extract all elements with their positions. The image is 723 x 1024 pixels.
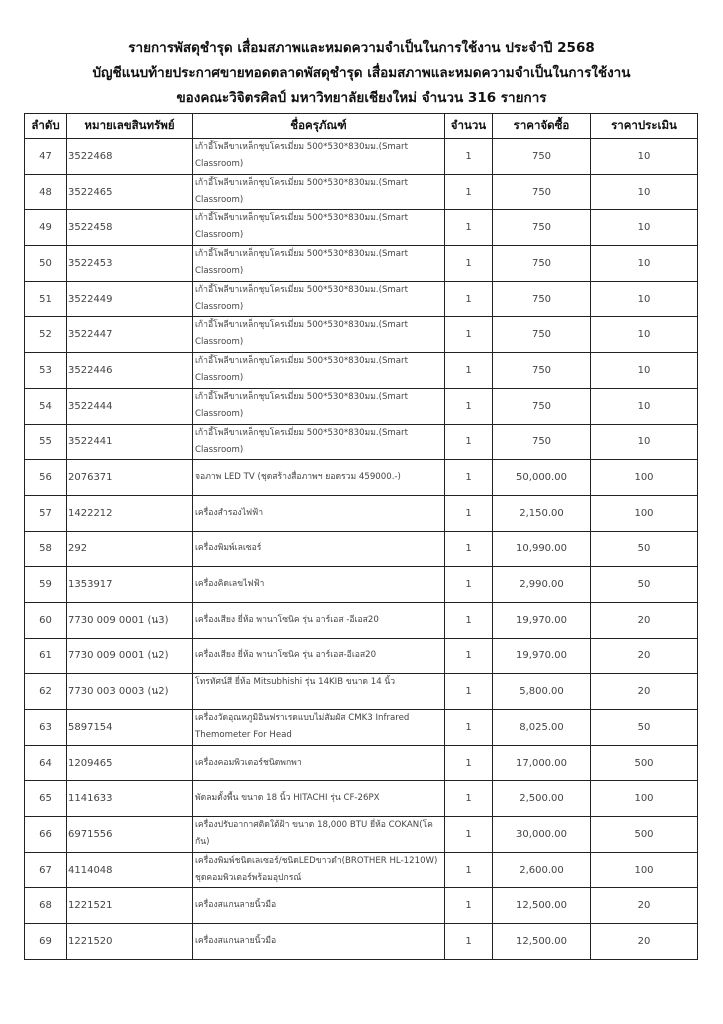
quantity: 1: [445, 567, 493, 603]
quantity: 1: [445, 745, 493, 781]
appraised-price: 100: [591, 495, 698, 531]
table-row: [25, 353, 698, 389]
asset-id: 3522444: [67, 388, 193, 424]
asset-id: 1353917: [67, 567, 193, 603]
quantity: 1: [445, 924, 493, 960]
item-name: เครื่องวัดอุณหภูมิอินฟราเรดแบบไม่สัมผัส CMK3 Infrared Themometer For Head: [193, 710, 445, 746]
item-name: เครื่องคิดเลขไฟฟ้า: [193, 567, 445, 603]
asset-id: 292: [67, 531, 193, 567]
table-row: [25, 281, 698, 317]
table-row: [25, 246, 698, 282]
item-name: โทรทัศน์สี ยี่ห้อ Mitsubhishi รุ่น 14KIB ขนาด 14 นิ้ว: [193, 674, 445, 710]
purchase-price: 17,000.00: [493, 745, 591, 781]
asset-id: 7730 009 0001 (น2): [67, 638, 193, 674]
quantity: 1: [445, 674, 493, 710]
asset-id: 1221520: [67, 924, 193, 960]
asset-table: [24, 113, 698, 960]
table-row: [25, 817, 698, 853]
quantity: 1: [445, 353, 493, 389]
quantity: 1: [445, 852, 493, 888]
row-number: 67: [25, 852, 67, 888]
appraised-price: 20: [591, 674, 698, 710]
header-price: ราคาจัดซื้อ: [493, 114, 591, 139]
item-name: เก้าอี้โพลีขาเหล็กชุบโครเมี่ยม 500*530*830มม.(Smart Classroom): [193, 353, 445, 389]
appraised-price: 50: [591, 531, 698, 567]
row-number: 54: [25, 388, 67, 424]
asset-id: 1221521: [67, 888, 193, 924]
asset-id: 3522446: [67, 353, 193, 389]
table-row: [25, 317, 698, 353]
appraised-price: 10: [591, 281, 698, 317]
quantity: 1: [445, 281, 493, 317]
purchase-price: 750: [493, 353, 591, 389]
row-number: 64: [25, 745, 67, 781]
item-name: เครื่องปรับอากาศติดใต้ฝ้า ขนาด 18,000 BTU ยี่ห้อ COKAN(โคกัน): [193, 817, 445, 853]
appraised-price: 100: [591, 781, 698, 817]
purchase-price: 750: [493, 281, 591, 317]
table-row: [25, 388, 698, 424]
appraised-price: 20: [591, 888, 698, 924]
asset-id: 7730 003 0003 (น2): [67, 674, 193, 710]
asset-id: 3522447: [67, 317, 193, 353]
table-row: [25, 745, 698, 781]
purchase-price: 2,990.00: [493, 567, 591, 603]
item-name: เก้าอี้โพลีขาเหล็กชุบโครเมี่ยม 500*530*830มม.(Smart Classroom): [193, 174, 445, 210]
appraised-price: 20: [591, 924, 698, 960]
row-number: 68: [25, 888, 67, 924]
quantity: 1: [445, 460, 493, 496]
table-row: [25, 674, 698, 710]
item-name: เครื่องเสียง ยี่ห้อ พานาโซนิค รุ่น อาร์เอส -อีเอส20: [193, 602, 445, 638]
purchase-price: 12,500.00: [493, 924, 591, 960]
row-number: 60: [25, 602, 67, 638]
quantity: 1: [445, 710, 493, 746]
appraised-price: 10: [591, 139, 698, 175]
row-number: 53: [25, 353, 67, 389]
table-row: [25, 174, 698, 210]
appraised-price: 500: [591, 745, 698, 781]
item-name: เก้าอี้โพลีขาเหล็กชุบโครเมี่ยม 500*530*830มม.(Smart Classroom): [193, 317, 445, 353]
row-number: 51: [25, 281, 67, 317]
asset-id: 3522441: [67, 424, 193, 460]
asset-id: 3522449: [67, 281, 193, 317]
document-subtitle: บัญชีแนบท้ายประกาศขายทอดตลาดพัสดุชำรุด เสื่อมสภาพและหมดความจำเป็นในการใช้งาน: [92, 65, 631, 81]
item-name: เครื่องพิมพ์เลเซอร์: [193, 531, 445, 567]
purchase-price: 750: [493, 317, 591, 353]
item-name: เครื่องพิมพ์ชนิดเลเซอร์/ชนิดLEDขาวดำ(BROTHER HL-1210W) ชุดคอมพิวเตอร์พร้อมอุปกรณ์: [193, 852, 445, 888]
appraised-price: 10: [591, 174, 698, 210]
asset-id: 6971556: [67, 817, 193, 853]
purchase-price: 750: [493, 174, 591, 210]
quantity: 1: [445, 424, 493, 460]
table-row: [25, 852, 698, 888]
asset-id: 3522453: [67, 246, 193, 282]
purchase-price: 2,600.00: [493, 852, 591, 888]
item-name: เครื่องสำรองไฟฟ้า: [193, 495, 445, 531]
appraised-price: 100: [591, 460, 698, 496]
item-name: เครื่องเสียง ยี่ห้อ พานาโซนิค รุ่น อาร์เอส-อีเอส20: [193, 638, 445, 674]
header-qty: จำนวน: [445, 114, 493, 139]
table-row: [25, 495, 698, 531]
asset-id: 1209465: [67, 745, 193, 781]
table-row: [25, 139, 698, 175]
row-number: 49: [25, 210, 67, 246]
row-number: 58: [25, 531, 67, 567]
header-name: ชื่อครุภัณฑ์: [193, 114, 445, 139]
header-asset-id: หมายเลขสินทรัพย์: [67, 114, 193, 139]
quantity: 1: [445, 210, 493, 246]
asset-id: 3522458: [67, 210, 193, 246]
appraised-price: 10: [591, 424, 698, 460]
table-row: [25, 531, 698, 567]
table-row: [25, 602, 698, 638]
appraised-price: 10: [591, 317, 698, 353]
appraised-price: 10: [591, 388, 698, 424]
document-title-block: [0, 36, 723, 111]
purchase-price: 19,970.00: [493, 638, 591, 674]
quantity: 1: [445, 638, 493, 674]
table-row: [25, 210, 698, 246]
appraised-price: 50: [591, 710, 698, 746]
asset-id: 1422212: [67, 495, 193, 531]
table-row: [25, 567, 698, 603]
purchase-price: 750: [493, 210, 591, 246]
item-name: พัดลมตั้งพื้น ขนาด 18 นิ้ว HITACHI รุ่น CF-26PX: [193, 781, 445, 817]
table-row: [25, 710, 698, 746]
row-number: 65: [25, 781, 67, 817]
purchase-price: 750: [493, 139, 591, 175]
row-number: 66: [25, 817, 67, 853]
purchase-price: 19,970.00: [493, 602, 591, 638]
purchase-price: 2,500.00: [493, 781, 591, 817]
row-number: 50: [25, 246, 67, 282]
asset-id: 3522465: [67, 174, 193, 210]
appraised-price: 100: [591, 852, 698, 888]
item-name: จอภาพ LED TV (ชุดสร้างสื่อภาพฯ ยอดรวม 459000.-): [193, 460, 445, 496]
row-number: 56: [25, 460, 67, 496]
table-row: [25, 460, 698, 496]
table-row: [25, 424, 698, 460]
item-name: เก้าอี้โพลีขาเหล็กชุบโครเมี่ยม 500*530*830มม.(Smart Classroom): [193, 139, 445, 175]
table-row: [25, 781, 698, 817]
appraised-price: 500: [591, 817, 698, 853]
item-name: เครื่องคอมพิวเตอร์ชนิดพกพา: [193, 745, 445, 781]
quantity: 1: [445, 531, 493, 567]
table-header-row: [25, 114, 698, 139]
row-number: 52: [25, 317, 67, 353]
item-name: เก้าอี้โพลีขาเหล็กชุบโครเมี่ยม 500*530*830มม.(Smart Classroom): [193, 246, 445, 282]
quantity: 1: [445, 495, 493, 531]
row-number: 69: [25, 924, 67, 960]
row-number: 62: [25, 674, 67, 710]
quantity: 1: [445, 888, 493, 924]
row-number: 63: [25, 710, 67, 746]
quantity: 1: [445, 317, 493, 353]
purchase-price: 30,000.00: [493, 817, 591, 853]
appraised-price: 50: [591, 567, 698, 603]
asset-id: 4114048: [67, 852, 193, 888]
row-number: 47: [25, 139, 67, 175]
quantity: 1: [445, 388, 493, 424]
appraised-price: 10: [591, 353, 698, 389]
item-name: เก้าอี้โพลีขาเหล็กชุบโครเมี่ยม 500*530*830มม.(Smart Classroom): [193, 281, 445, 317]
quantity: 1: [445, 817, 493, 853]
appraised-price: 20: [591, 638, 698, 674]
table-row: [25, 924, 698, 960]
quantity: 1: [445, 602, 493, 638]
table-row: [25, 638, 698, 674]
document-title: รายการพัสดุชำรุด เสื่อมสภาพและหมดความจำเป็นในการใช้งาน ประจำปี 2568: [128, 40, 595, 56]
item-name: เครื่องสแกนลายนิ้วมือ: [193, 924, 445, 960]
quantity: 1: [445, 174, 493, 210]
row-number: 57: [25, 495, 67, 531]
appraised-price: 10: [591, 246, 698, 282]
appraised-price: 10: [591, 210, 698, 246]
item-name: เก้าอี้โพลีขาเหล็กชุบโครเมี่ยม 500*530*830มม.(Smart Classroom): [193, 210, 445, 246]
table-row: [25, 888, 698, 924]
purchase-price: 50,000.00: [493, 460, 591, 496]
row-number: 59: [25, 567, 67, 603]
asset-id: 1141633: [67, 781, 193, 817]
asset-id: 5897154: [67, 710, 193, 746]
appraised-price: 20: [591, 602, 698, 638]
item-name: เก้าอี้โพลีขาเหล็กชุบโครเมี่ยม 500*530*830มม.(Smart Classroom): [193, 424, 445, 460]
purchase-price: 750: [493, 424, 591, 460]
quantity: 1: [445, 781, 493, 817]
purchase-price: 10,990.00: [493, 531, 591, 567]
purchase-price: 2,150.00: [493, 495, 591, 531]
asset-id: 2076371: [67, 460, 193, 496]
document-subtitle-2: ของคณะวิจิตรศิลป์ มหาวิทยาลัยเชียงใหม่ จำนวน 316 รายการ: [176, 90, 547, 106]
item-name: เก้าอี้โพลีขาเหล็กชุบโครเมี่ยม 500*530*830มม.(Smart Classroom): [193, 388, 445, 424]
row-number: 61: [25, 638, 67, 674]
row-number: 55: [25, 424, 67, 460]
purchase-price: 8,025.00: [493, 710, 591, 746]
purchase-price: 750: [493, 388, 591, 424]
purchase-price: 5,800.00: [493, 674, 591, 710]
row-number: 48: [25, 174, 67, 210]
purchase-price: 12,500.00: [493, 888, 591, 924]
quantity: 1: [445, 246, 493, 282]
asset-id: 3522468: [67, 139, 193, 175]
asset-id: 7730 009 0001 (น3): [67, 602, 193, 638]
quantity: 1: [445, 139, 493, 175]
header-eval: ราคาประเมิน: [591, 114, 698, 139]
item-name: เครื่องสแกนลายนิ้วมือ: [193, 888, 445, 924]
purchase-price: 750: [493, 246, 591, 282]
header-no: ลำดับ: [25, 114, 67, 139]
